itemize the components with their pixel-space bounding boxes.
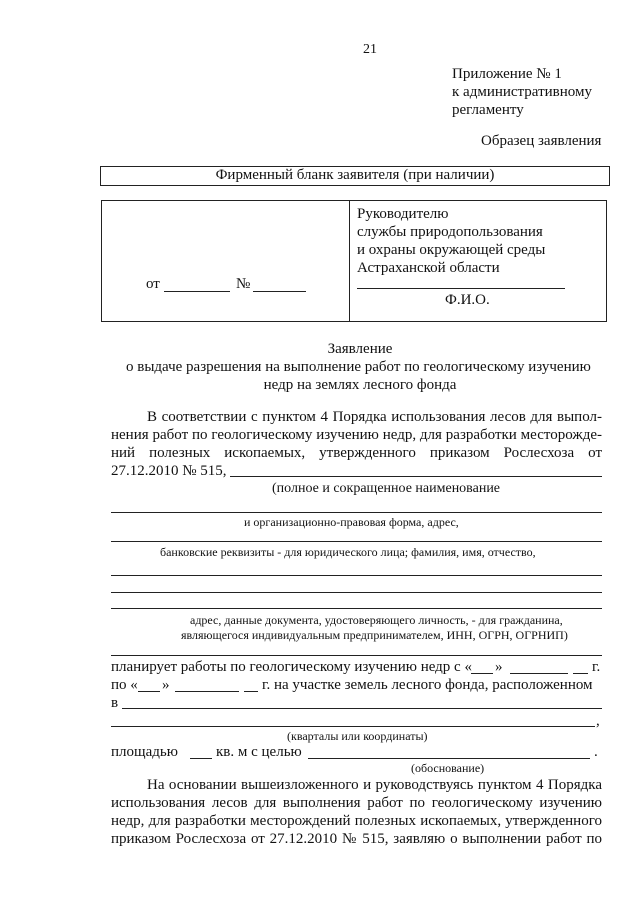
title-line-3: недр на землях лесного фонда	[263, 377, 457, 393]
po-text-start: по «	[111, 677, 138, 693]
plan-text-quote: »	[495, 659, 503, 675]
caption-bank-details: банковские реквизиты - для юридического лица; фамилия, имя, отчество,	[160, 545, 536, 559]
caption-justification: (обоснование)	[411, 761, 485, 775]
paragraph-1-line-1: В соответствии с пунктом 4 Порядка использования лесов для выпол-	[147, 409, 602, 425]
area-dot: .	[594, 744, 598, 760]
area-label: площадью	[111, 744, 178, 760]
from-label: от	[146, 276, 160, 292]
title-line-1: Заявление	[327, 341, 393, 357]
caption-quarters: (кварталы или координаты)	[287, 729, 428, 743]
appendix-line-2: к административному	[452, 84, 592, 100]
end-month-field[interactable]	[175, 691, 239, 692]
purpose-field[interactable]	[308, 758, 590, 759]
addressee-line-2: службы природопользования	[357, 224, 543, 240]
location-comma: ,	[596, 713, 600, 729]
title-line-2: о выдаче разрешения на выполнение работ по геологическому изучению	[126, 359, 591, 375]
applicant-field-2[interactable]	[111, 512, 602, 513]
caption-full-name: (полное и сокращенное наименование	[272, 481, 501, 496]
letterhead-label: Фирменный бланк заявителя (при наличии)	[215, 167, 495, 183]
number-label: №	[236, 276, 251, 292]
paragraph-2-line-3: недр, для разработки месторождений полезных ископаемых, утвержденного	[111, 813, 602, 829]
area-field[interactable]	[190, 758, 212, 759]
date-field[interactable]	[164, 291, 230, 292]
applicant-field-3[interactable]	[111, 541, 602, 542]
applicant-field-7[interactable]	[111, 655, 602, 656]
fio-caption: Ф.И.О.	[445, 292, 490, 308]
area-purpose-label: кв. м с целью	[216, 744, 302, 760]
addressee-line-3: и охраны окружающей среды	[357, 242, 546, 258]
applicant-field-5[interactable]	[111, 592, 602, 593]
paragraph-1-line-3: ний полезных ископаемых, утвержденного приказом Рослесхоза от	[111, 445, 602, 461]
start-year-field[interactable]	[573, 673, 588, 674]
po-text-rest: г. на участке земель лесного фонда, расположенном	[262, 677, 593, 693]
end-year-field[interactable]	[244, 691, 258, 692]
header-table-divider	[349, 200, 350, 321]
paragraph-2-line-2: использования лесов для выполнения работ по геологическому изучению	[111, 795, 602, 811]
sample-label: Образец заявления	[481, 133, 602, 149]
appendix-line-1: Приложение № 1	[452, 66, 562, 82]
addressee-line-1: Руководителю	[357, 206, 449, 222]
start-day-field[interactable]	[471, 673, 493, 674]
plan-text-start: планирует работы по геологическому изучению недр с «	[111, 659, 472, 675]
header-table	[101, 200, 607, 322]
addressee-line-4: Астраханской области	[357, 260, 500, 276]
start-month-field[interactable]	[510, 673, 568, 674]
number-field[interactable]	[253, 291, 306, 292]
plan-text-year: г.	[592, 659, 601, 675]
caption-legal-form: и организационно-правовая форма, адрес,	[244, 515, 459, 529]
paragraph-1-line-2: нения работ по геологическому изучению недр, для разработки месторожде-	[111, 427, 602, 443]
location-prefix: в	[111, 695, 119, 711]
end-day-field[interactable]	[138, 691, 160, 692]
applicant-field-6[interactable]	[111, 608, 602, 609]
caption-entrepreneur: являющегося индивидуальным предпринимателем, ИНН, ОГРН, ОГРНИП)	[181, 628, 568, 642]
paragraph-1-line-4: 27.12.2010 № 515,	[111, 463, 227, 479]
location-field-1[interactable]	[122, 708, 602, 709]
applicant-field-4[interactable]	[111, 575, 602, 576]
paragraph-2-line-1: На основании вышеизложенного и руководствуясь пунктом 4 Порядка	[147, 777, 602, 793]
caption-identity-doc: адрес, данные документа, удостоверяющего личность, - для гражданина,	[190, 613, 563, 627]
page-number: 21	[363, 42, 377, 57]
paragraph-2-line-4: приказом Рослесхоза от 27.12.2010 № 515, заявляю о выполнении работ по	[111, 831, 602, 847]
fio-field[interactable]	[357, 288, 565, 289]
po-text-quote: »	[162, 677, 170, 693]
appendix-line-3: регламенту	[452, 102, 524, 118]
location-field-2[interactable]	[111, 726, 595, 727]
applicant-name-field[interactable]	[230, 476, 602, 477]
